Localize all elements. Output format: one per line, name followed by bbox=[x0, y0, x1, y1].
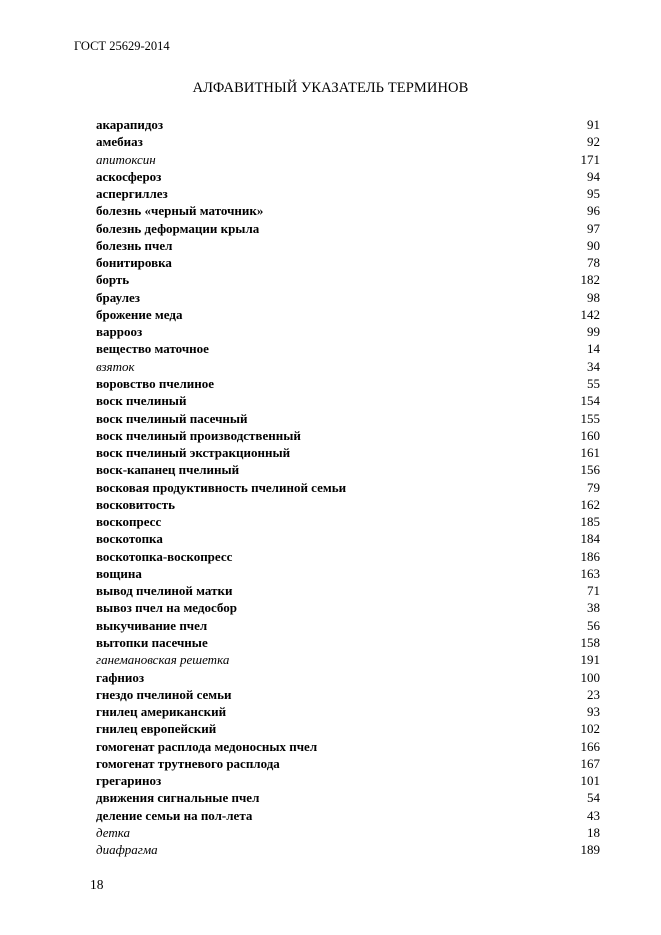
index-page-ref: 156 bbox=[580, 462, 600, 478]
index-page-ref: 95 bbox=[587, 186, 600, 202]
index-entry bbox=[96, 202, 600, 219]
index-term: вытопки пасечные bbox=[96, 634, 208, 650]
index-term: борть bbox=[96, 272, 130, 288]
index-entry bbox=[96, 254, 600, 271]
page-number: 18 bbox=[90, 877, 104, 892]
index-term: выкучивание пчел bbox=[96, 617, 208, 633]
index-term: аскосфероз bbox=[96, 168, 162, 184]
index-entry bbox=[96, 634, 600, 651]
index-page-ref: 14 bbox=[587, 341, 600, 357]
index-term: акарапидоз bbox=[96, 117, 164, 132]
index-page-ref: 158 bbox=[580, 634, 600, 650]
index-page-ref: 98 bbox=[587, 289, 600, 305]
index-page-ref: 34 bbox=[587, 358, 600, 374]
index-entry bbox=[96, 530, 600, 547]
index-term: вывод пчелиной матки bbox=[96, 583, 233, 599]
index-term: варрооз bbox=[96, 324, 143, 340]
index-page-ref: 99 bbox=[587, 324, 600, 340]
index-term: восковитость bbox=[96, 496, 175, 512]
index-term: воровство пчелиное bbox=[96, 375, 214, 391]
index-term: ганемановская решетка bbox=[96, 652, 230, 668]
index-term: взяток bbox=[96, 358, 135, 374]
index-page-ref: 186 bbox=[580, 548, 600, 564]
index-term: воск пчелиный bbox=[96, 393, 187, 409]
index-term: болезнь пчел bbox=[96, 237, 173, 253]
index-entry bbox=[96, 686, 600, 703]
index-term: бонитировка bbox=[96, 255, 172, 271]
index-page-ref: 18 bbox=[587, 824, 600, 840]
index-entry bbox=[96, 513, 600, 530]
index-term: воскотопка bbox=[96, 531, 163, 547]
page-title: АЛФАВИТНЫЙ УКАЗАТЕЛЬ ТЕРМИНОВ bbox=[192, 80, 469, 96]
index-page-ref: 93 bbox=[587, 704, 600, 720]
index-term: вещество маточное bbox=[96, 341, 209, 357]
index-page-ref: 79 bbox=[587, 479, 600, 495]
index-page-ref: 97 bbox=[587, 220, 600, 236]
index-term: воскопресс bbox=[96, 514, 162, 530]
index-page-ref: 55 bbox=[587, 375, 600, 391]
index-entry bbox=[96, 323, 600, 340]
index-page-ref: 163 bbox=[580, 565, 600, 581]
index-entry bbox=[96, 306, 600, 323]
index-page-ref: 160 bbox=[580, 427, 600, 443]
index-term: браулез bbox=[96, 289, 141, 305]
index-term: амебиаз bbox=[96, 134, 143, 150]
index-page-ref: 100 bbox=[580, 669, 600, 685]
index-page-ref: 94 bbox=[587, 168, 600, 184]
index-entry bbox=[96, 479, 600, 496]
index-term: гнилец американский bbox=[96, 704, 227, 720]
index-entry bbox=[96, 669, 600, 686]
index-term: брожение меда bbox=[96, 306, 183, 322]
index-page-ref: 162 bbox=[580, 496, 600, 512]
index-page-ref: 92 bbox=[587, 134, 600, 150]
index-entry bbox=[96, 237, 600, 254]
index-entry bbox=[96, 461, 600, 478]
index-entry bbox=[96, 271, 600, 288]
index-term: грегариноз bbox=[96, 773, 162, 789]
index-term: детка bbox=[96, 824, 130, 840]
index-entry bbox=[96, 599, 600, 616]
index-term: вывоз пчел на медосбор bbox=[96, 600, 237, 616]
index-page-ref: 90 bbox=[587, 237, 600, 253]
index-entry bbox=[96, 720, 600, 737]
index-entry bbox=[96, 340, 600, 357]
index-entry bbox=[96, 651, 600, 668]
index-page-ref: 161 bbox=[580, 445, 600, 461]
index-term: воск-капанец пчелиный bbox=[96, 462, 240, 478]
index-entry bbox=[96, 220, 600, 237]
index-page-ref: 155 bbox=[580, 410, 600, 426]
index-entry bbox=[96, 565, 600, 582]
index-entry bbox=[96, 496, 600, 513]
index-term: вощина bbox=[96, 565, 142, 581]
index-page-ref: 101 bbox=[580, 773, 600, 789]
index-entry bbox=[96, 185, 600, 202]
index-entry bbox=[96, 582, 600, 599]
index-page-ref: 23 bbox=[587, 686, 600, 702]
document-code: ГОСТ 25629-2014 bbox=[74, 39, 170, 53]
index-page-ref: 185 bbox=[580, 514, 600, 530]
index-term: гомогенат трутневого расплода bbox=[96, 755, 280, 771]
index-entry bbox=[96, 392, 600, 409]
index-entry bbox=[96, 410, 600, 427]
index-term: гнездо пчелиной семьи bbox=[96, 686, 232, 702]
index-term: диафрагма bbox=[96, 842, 158, 858]
index-page-ref: 189 bbox=[580, 842, 600, 858]
index-page-ref: 142 bbox=[580, 306, 600, 322]
index-page-ref: 182 bbox=[580, 272, 600, 288]
index-entry bbox=[96, 824, 600, 841]
index-term: болезнь деформации крыла bbox=[96, 220, 260, 236]
index-page-ref: 154 bbox=[580, 393, 600, 409]
index-page-ref: 38 bbox=[587, 600, 600, 616]
index-entry bbox=[96, 755, 600, 772]
index-page-ref: 171 bbox=[580, 151, 600, 167]
index-entry bbox=[96, 116, 600, 133]
index-entry bbox=[96, 789, 600, 806]
index-entry bbox=[96, 168, 600, 185]
index-entry bbox=[96, 841, 600, 858]
index-page-ref: 78 bbox=[587, 255, 600, 271]
index-term: воск пчелиный пасечный bbox=[96, 410, 248, 426]
index-term: аспергиллез bbox=[96, 186, 168, 202]
index-page-ref: 166 bbox=[580, 738, 600, 754]
index-entry bbox=[96, 738, 600, 755]
index-term: воскотопка-воскопресс bbox=[96, 548, 233, 564]
index-page-ref: 71 bbox=[587, 583, 600, 599]
index-page-ref: 102 bbox=[580, 721, 600, 737]
index-term: гнилец европейский bbox=[96, 721, 217, 737]
index-term: воск пчелиный производственный bbox=[96, 427, 301, 443]
index-page-ref: 54 bbox=[587, 790, 600, 806]
index-entry bbox=[96, 151, 600, 168]
index-entry bbox=[96, 289, 600, 306]
term-index bbox=[96, 116, 600, 858]
index-page-ref: 96 bbox=[587, 203, 600, 219]
index-page-ref: 184 bbox=[580, 531, 600, 547]
index-entry bbox=[96, 133, 600, 150]
index-entry bbox=[96, 772, 600, 789]
index-term: апитоксин bbox=[96, 151, 156, 167]
index-term: восковая продуктивность пчелиной семьи bbox=[96, 479, 347, 495]
index-entry bbox=[96, 427, 600, 444]
index-entry bbox=[96, 358, 600, 375]
index-term: деление семьи на пол-лета bbox=[96, 807, 253, 823]
index-entry bbox=[96, 703, 600, 720]
index-term: гомогенат расплода медоносных пчел bbox=[96, 738, 318, 754]
index-entry bbox=[96, 548, 600, 565]
index-page-ref: 56 bbox=[587, 617, 600, 633]
index-page-ref: 167 bbox=[580, 755, 600, 771]
index-term: воск пчелиный экстракционный bbox=[96, 445, 291, 461]
index-page-ref: 43 bbox=[587, 807, 600, 823]
index-term: гафниоз bbox=[96, 669, 145, 685]
index-term: движения сигнальные пчел bbox=[96, 790, 260, 806]
index-page-ref: 91 bbox=[587, 117, 600, 132]
index-entry bbox=[96, 807, 600, 824]
index-term: болезнь «черный маточник» bbox=[96, 203, 264, 219]
index-entry bbox=[96, 617, 600, 634]
index-entry bbox=[96, 444, 600, 461]
index-entry bbox=[96, 375, 600, 392]
index-page-ref: 191 bbox=[580, 652, 600, 668]
